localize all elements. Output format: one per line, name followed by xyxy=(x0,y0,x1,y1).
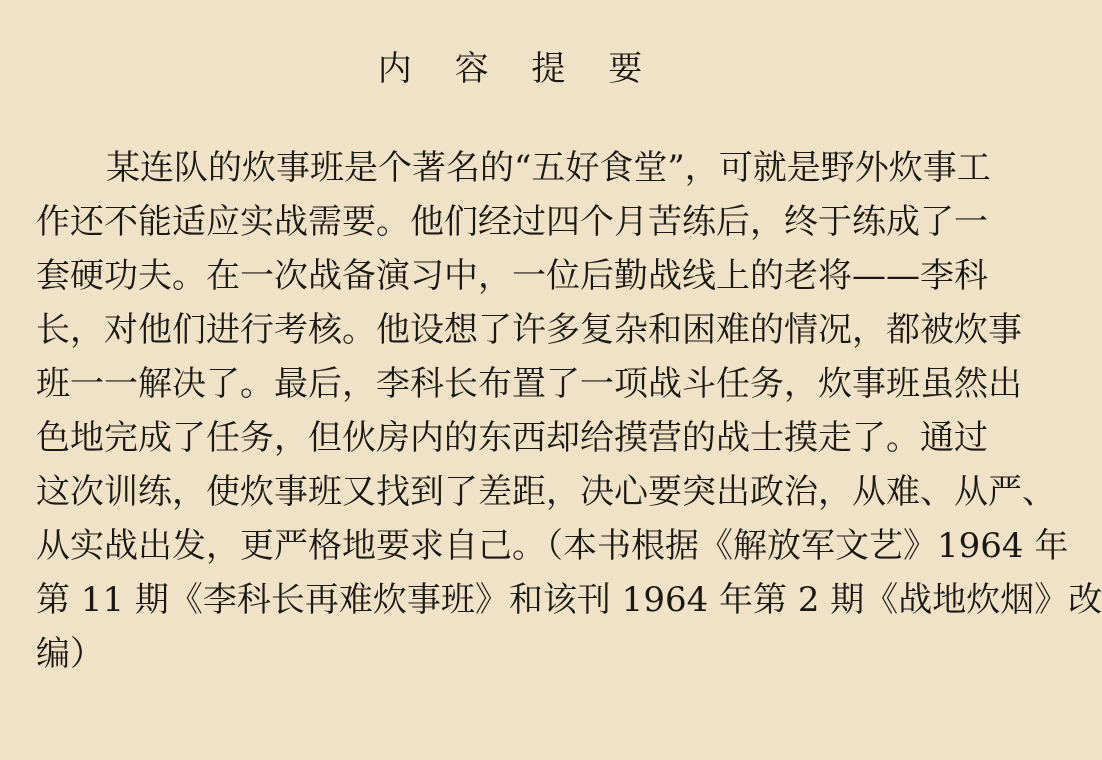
text-line: 作还不能适应实战需要。他们经过四个月苦练后，终于练成了一 xyxy=(36,202,988,242)
text-line: 第 11 期《李科长再难炊事班》和该刊 1964 年第 2 期《战地炊烟》改 xyxy=(36,580,1102,620)
text-line: 长，对他们进行考核。他设想了许多复杂和困难的情况，都被炊事 xyxy=(36,310,1022,350)
page-title: 内 容 提 要 xyxy=(377,49,659,89)
text-line: 套硬功夫。在一次战备演习中，一位后勤战线上的老将——李科 xyxy=(36,256,988,296)
text-line: 编） xyxy=(36,634,104,674)
text-line: 从实战出发，更严格地要求自己。（本书根据《解放军文艺》1964 年 xyxy=(36,526,1069,566)
text-line: 色地完成了任务，但伙房内的东西却给摸营的战士摸走了。通过 xyxy=(36,418,988,458)
text-line: 班一一解决了。最后，李科长布置了一项战斗任务，炊事班虽然出 xyxy=(36,364,1022,404)
summary-paragraph xyxy=(36,141,1102,681)
text-line: 这次训练，使炊事班又找到了差距，决心要突出政治，从难、从严、 xyxy=(36,472,1056,512)
text-line: 某连队的炊事班是个著名的“五好食堂”，可就是野外炊事工 xyxy=(106,148,991,188)
